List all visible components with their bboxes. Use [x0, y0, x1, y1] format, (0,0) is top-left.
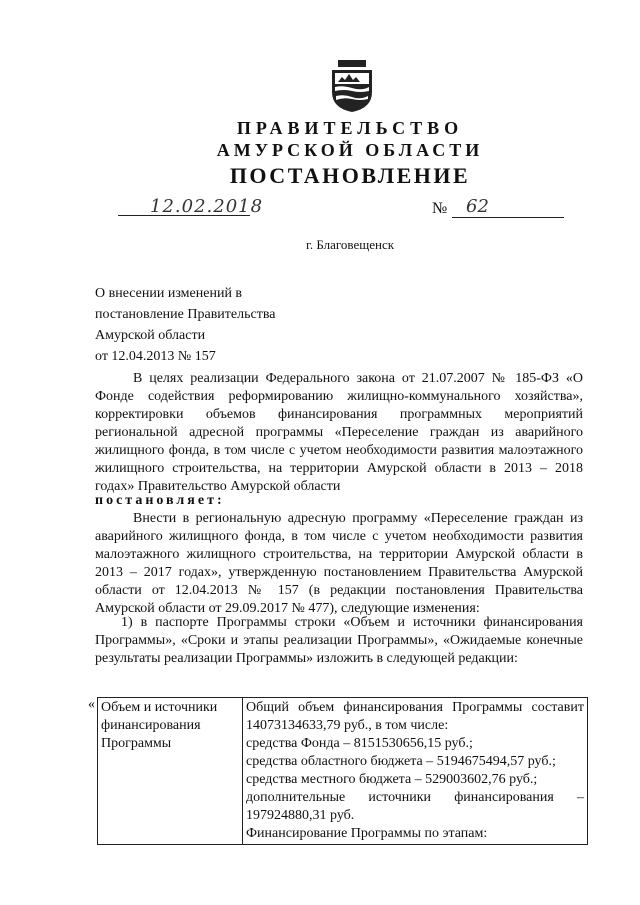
number-label: № — [432, 200, 448, 217]
item-1-paragraph: 1) в паспорте Программы строки «Объем и источники финансирования Программы», «Сроки и этапы реализации Программы», «Ожидаемые конечные результаты реализации Программы» изложить в следующей редакции: — [95, 615, 583, 666]
table-row — [98, 698, 588, 845]
amendment-paragraph: Внести в региональную адресную программу «Переселение граждан из аварийного жилищного фонда, в том числе с учетом необходимости развития малоэтажного жилищного строительства, на территории Амурской области в 2013 – 2017 годах», утвержденную постановлением Правительства Амурской области от 12.04.2013 № 157 (в редакции постановления Правительства Амурской области от 29.09.2017 № 477), следующие изменения: — [95, 511, 583, 616]
document-number: 62 — [466, 196, 489, 217]
subject-line: от 12.04.2013 № 157 — [95, 349, 216, 364]
document-type-title: ПОСТАНОВЛЕНИЕ — [229, 163, 471, 188]
row-label-line: Объем и источники — [101, 700, 218, 715]
row-label-cell — [98, 698, 243, 845]
value-line: Финансирование Программы по этапам: — [246, 826, 488, 841]
resolves-word: постановляет: — [95, 493, 225, 508]
row-label-line: Программы — [101, 736, 172, 751]
coat-of-arms-icon — [330, 60, 374, 112]
document-date: 12.02.2018 — [150, 196, 264, 217]
preamble-paragraph: В целях реализации Федерального закона от 21.07.2007 № 185-ФЗ «О Фонде содействия реформированию жилищно-коммунального хозяйства», корректировки объемов финансирования программных мероприятий региональной адресной программы «Переселение граждан из аварийного жилищного фонда, в том числе с учетом необходимости развития малоэтажного жилищного строительства, на территории Амурской области в 2013 – 2018 годах» Правительство Амурской области — [95, 371, 583, 494]
value-line: средства областного бюджета – 5194675494,57 руб.; — [246, 754, 556, 769]
city-label: г. Благовещенск — [305, 237, 395, 252]
subject-line: постановление Правительства — [95, 307, 276, 322]
passport-table — [97, 697, 588, 845]
number-underline — [452, 217, 564, 218]
opening-quote: « — [88, 697, 95, 712]
subject-line: Амурской области — [95, 328, 206, 343]
value-line: средства Фонда – 8151530656,15 руб.; — [246, 736, 473, 751]
government-title: ПРАВИТЕЛЬСТВО — [236, 118, 464, 138]
subject-line: О внесении изменений в — [95, 286, 243, 301]
document-subject — [95, 283, 275, 367]
value-line: Общий объем финансирования Программы составит 14073134633,79 руб., в том числе: — [246, 700, 584, 733]
row-label-line: финансирования — [101, 718, 201, 733]
row-value-cell — [243, 698, 588, 845]
region-title: АМУРСКОЙ ОБЛАСТИ — [216, 140, 484, 160]
value-line: средства местного бюджета – 529003602,76 руб.; — [246, 772, 538, 787]
value-line: дополнительные источники финансирования – 197924880,31 руб. — [246, 790, 584, 823]
